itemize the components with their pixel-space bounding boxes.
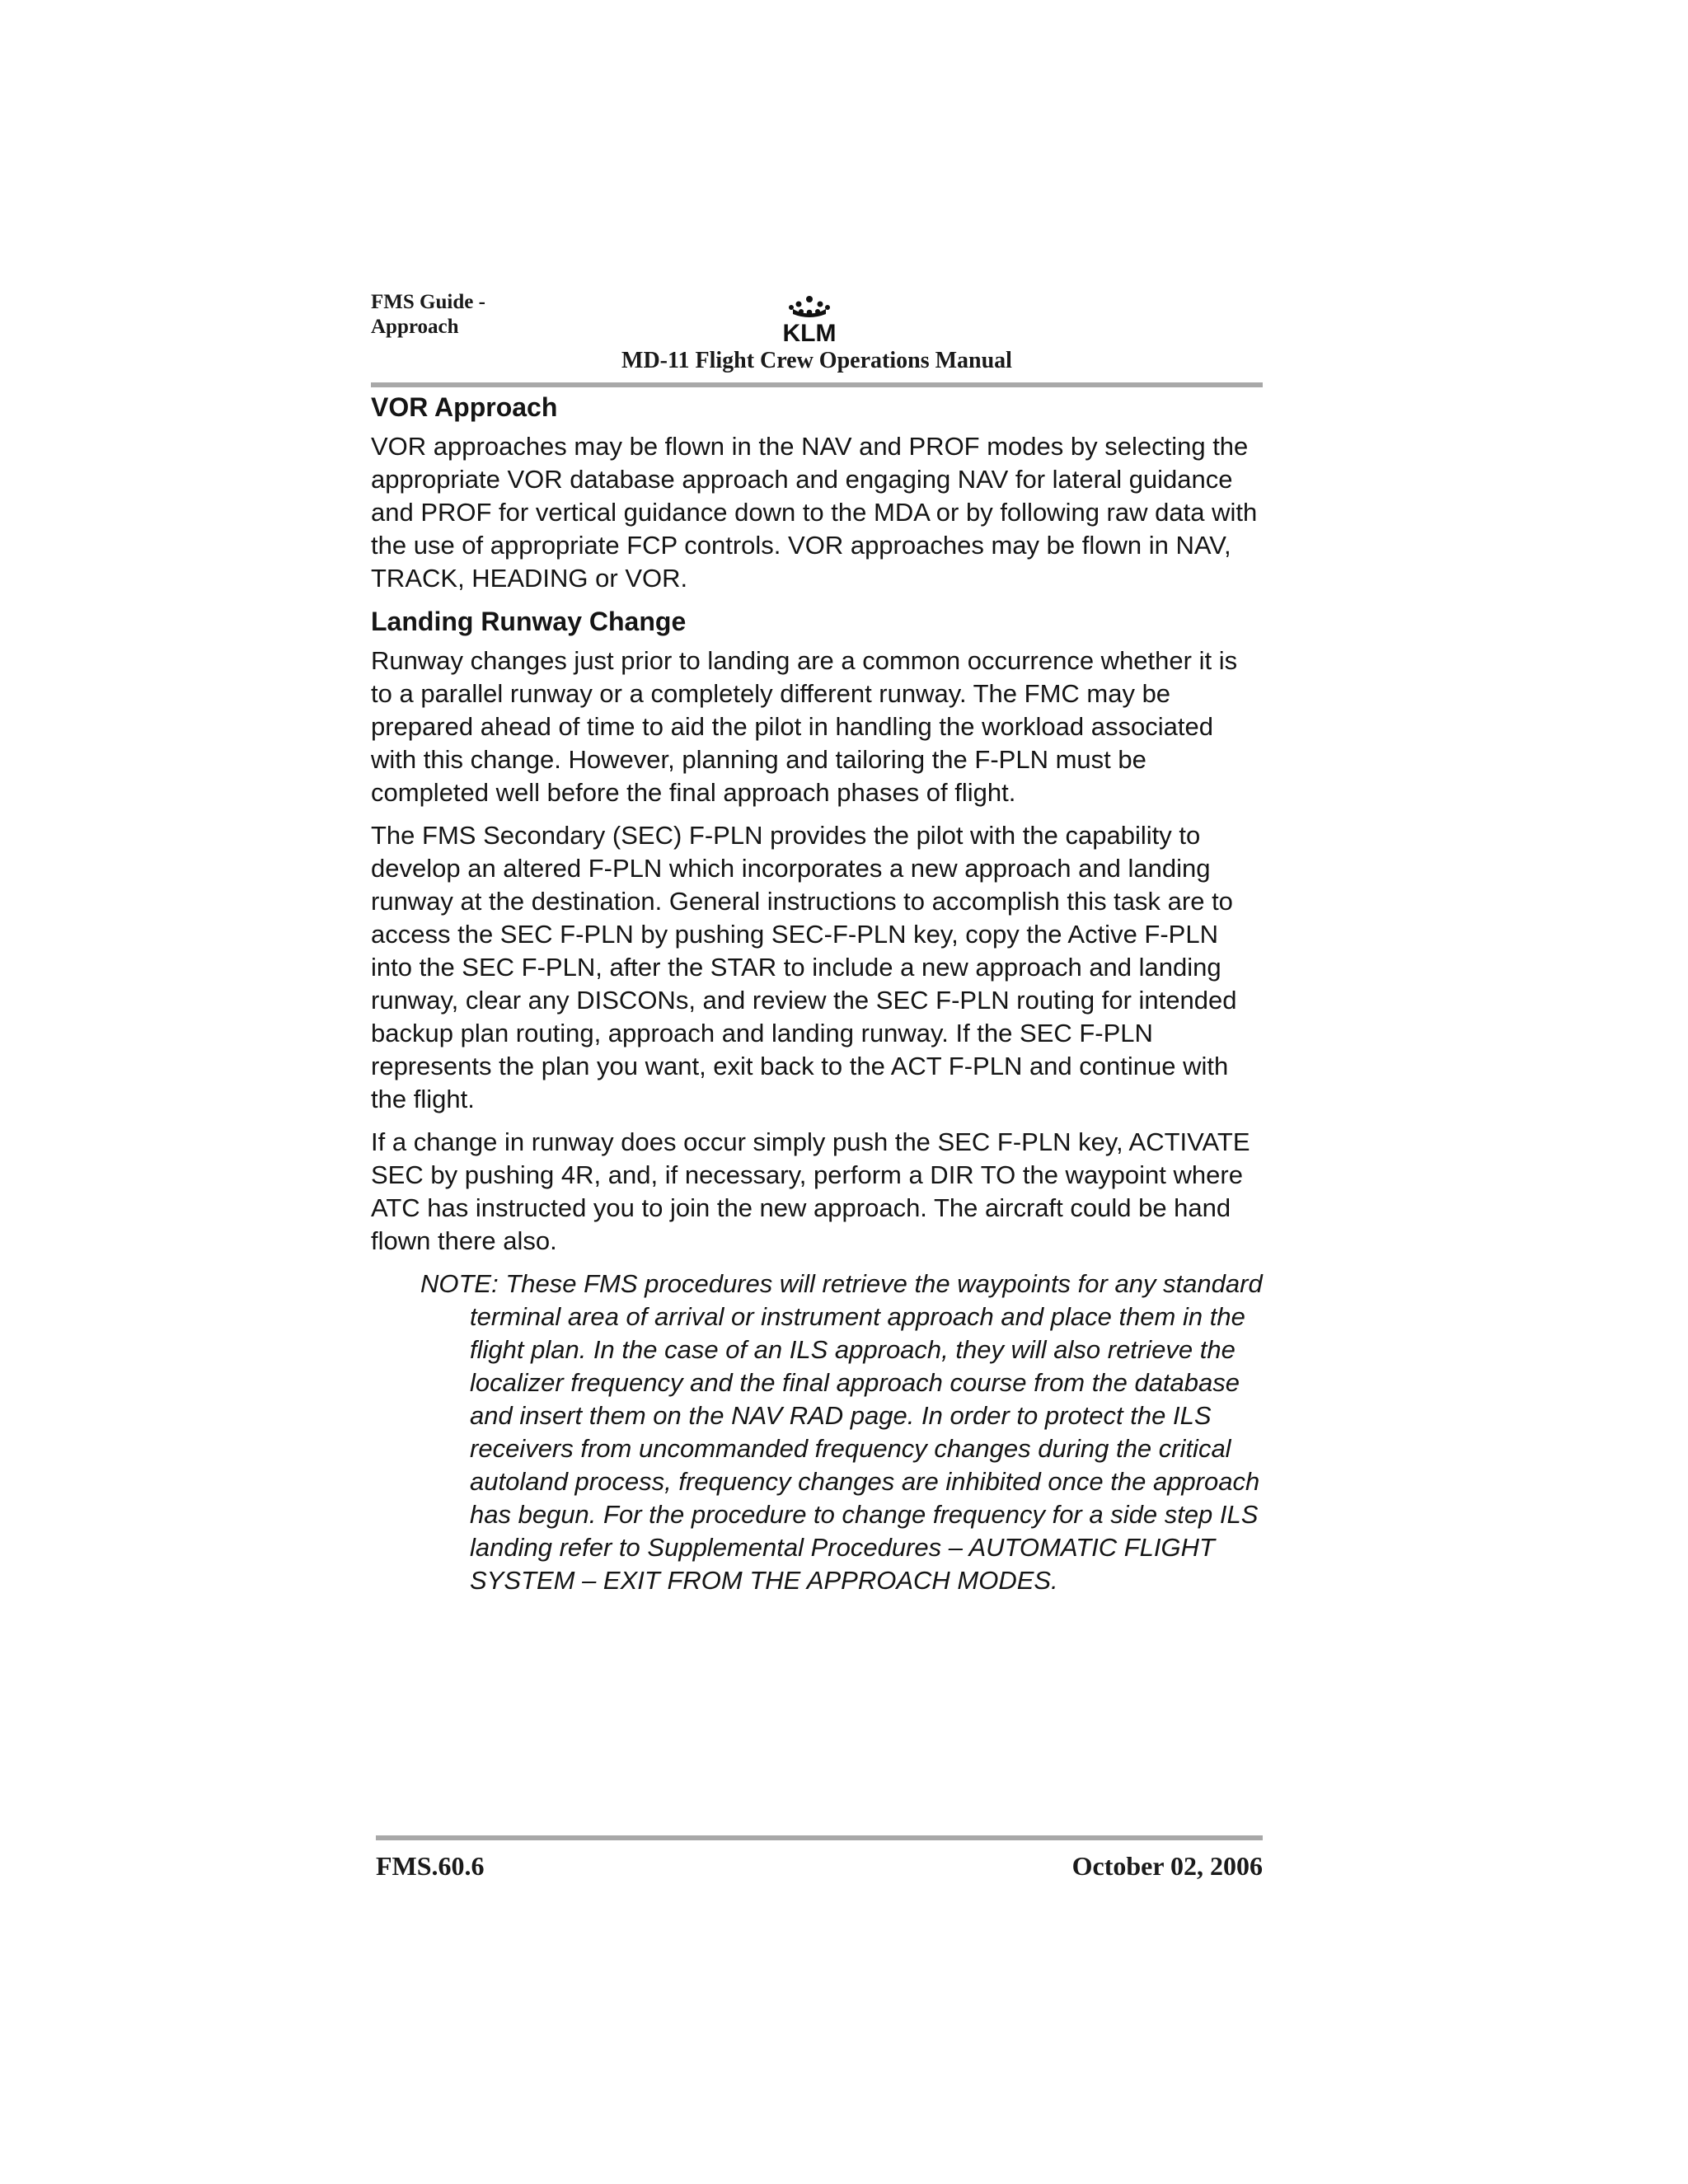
svg-text:KLM: KLM [782, 320, 837, 343]
footer-rule [376, 1835, 1263, 1840]
section-label-line1: FMS Guide - [371, 291, 485, 313]
paragraph-runway-changes: Runway changes just prior to landing are a common occurrence whether it is to a parallel runway or a completely different runway. The FMC may be prepared ahead of time to aid the pilot in handling the workload associated with this change. However, planning and tailoring the F-PLN must be completed well before the final approach phases of flight. [371, 646, 1238, 807]
header-rule [371, 382, 1263, 387]
page-footer [376, 1835, 1263, 1882]
document-body [371, 391, 1263, 1597]
section-label-line2: Approach [371, 316, 459, 338]
revision-date: October 02, 2006 [1071, 1851, 1263, 1881]
klm-logo [768, 295, 851, 343]
note-fms-procedures: NOTE: These FMS procedures will retrieve the waypoints for any standard terminal area of arrival or instrument approach and place them in the flight plan. In the case of an ILS approach, they will also retrieve the localizer frequency and the final approach course from the database and insert them on the NAV RAD page. In order to protect the ILS receivers from uncommanded frequency changes during the critical autoland process, frequency changes are inhibited once the approach has begun. For the procedure to change frequency for a side step ILS landing refer to Supplemental Procedures – AUTOMATIC FLIGHT SYSTEM – EXIT FROM THE APPROACH MODES. [420, 1269, 1263, 1595]
heading-landing-runway-change: Landing Runway Change [371, 607, 687, 636]
section-label [371, 290, 485, 340]
paragraph-vor: VOR approaches may be flown in the NAV and PROF modes by selecting the appropriate VOR database approach and engaging NAV for lateral guidance and PROF for vertical guidance down to the MDA or by following raw data with the use of appropriate FCP controls. VOR approaches may be flown in NAV, TRACK, HEADING or VOR. [371, 432, 1258, 593]
page-number: FMS.60.6 [376, 1851, 485, 1881]
paragraph-sec-fpln: The FMS Secondary (SEC) F-PLN provides the pilot with the capability to develop an altered F-PLN which incorporates a new approach and landing runway at the destination. General instructions to accomplish this task are to access the SEC F-PLN by pushing SEC-F-PLN key, copy the Active F-PLN into the SEC F-PLN, after the STAR to include a new approach and landing runway, clear any DISCONs, and review the SEC F-PLN routing for intended backup plan routing, approach and landing runway. If the SEC F-PLN represents the plan you want, exit back to the ACT F-PLN and continue with the flight. [371, 821, 1237, 1113]
page-header [371, 290, 1263, 374]
document-page [371, 290, 1263, 1597]
manual-title: MD-11 Flight Crew Operations Manual [621, 348, 1012, 373]
paragraph-runway-change-occurs: If a change in runway does occur simply push the SEC F-PLN key, ACTIVATE SEC by pushing 4R, and, if necessary, perform a DIR TO the waypoint where ATC has instructed you to join the new approach. The aircraft could be hand flown there also. [371, 1127, 1250, 1255]
heading-vor-approach: VOR Approach [371, 392, 558, 422]
